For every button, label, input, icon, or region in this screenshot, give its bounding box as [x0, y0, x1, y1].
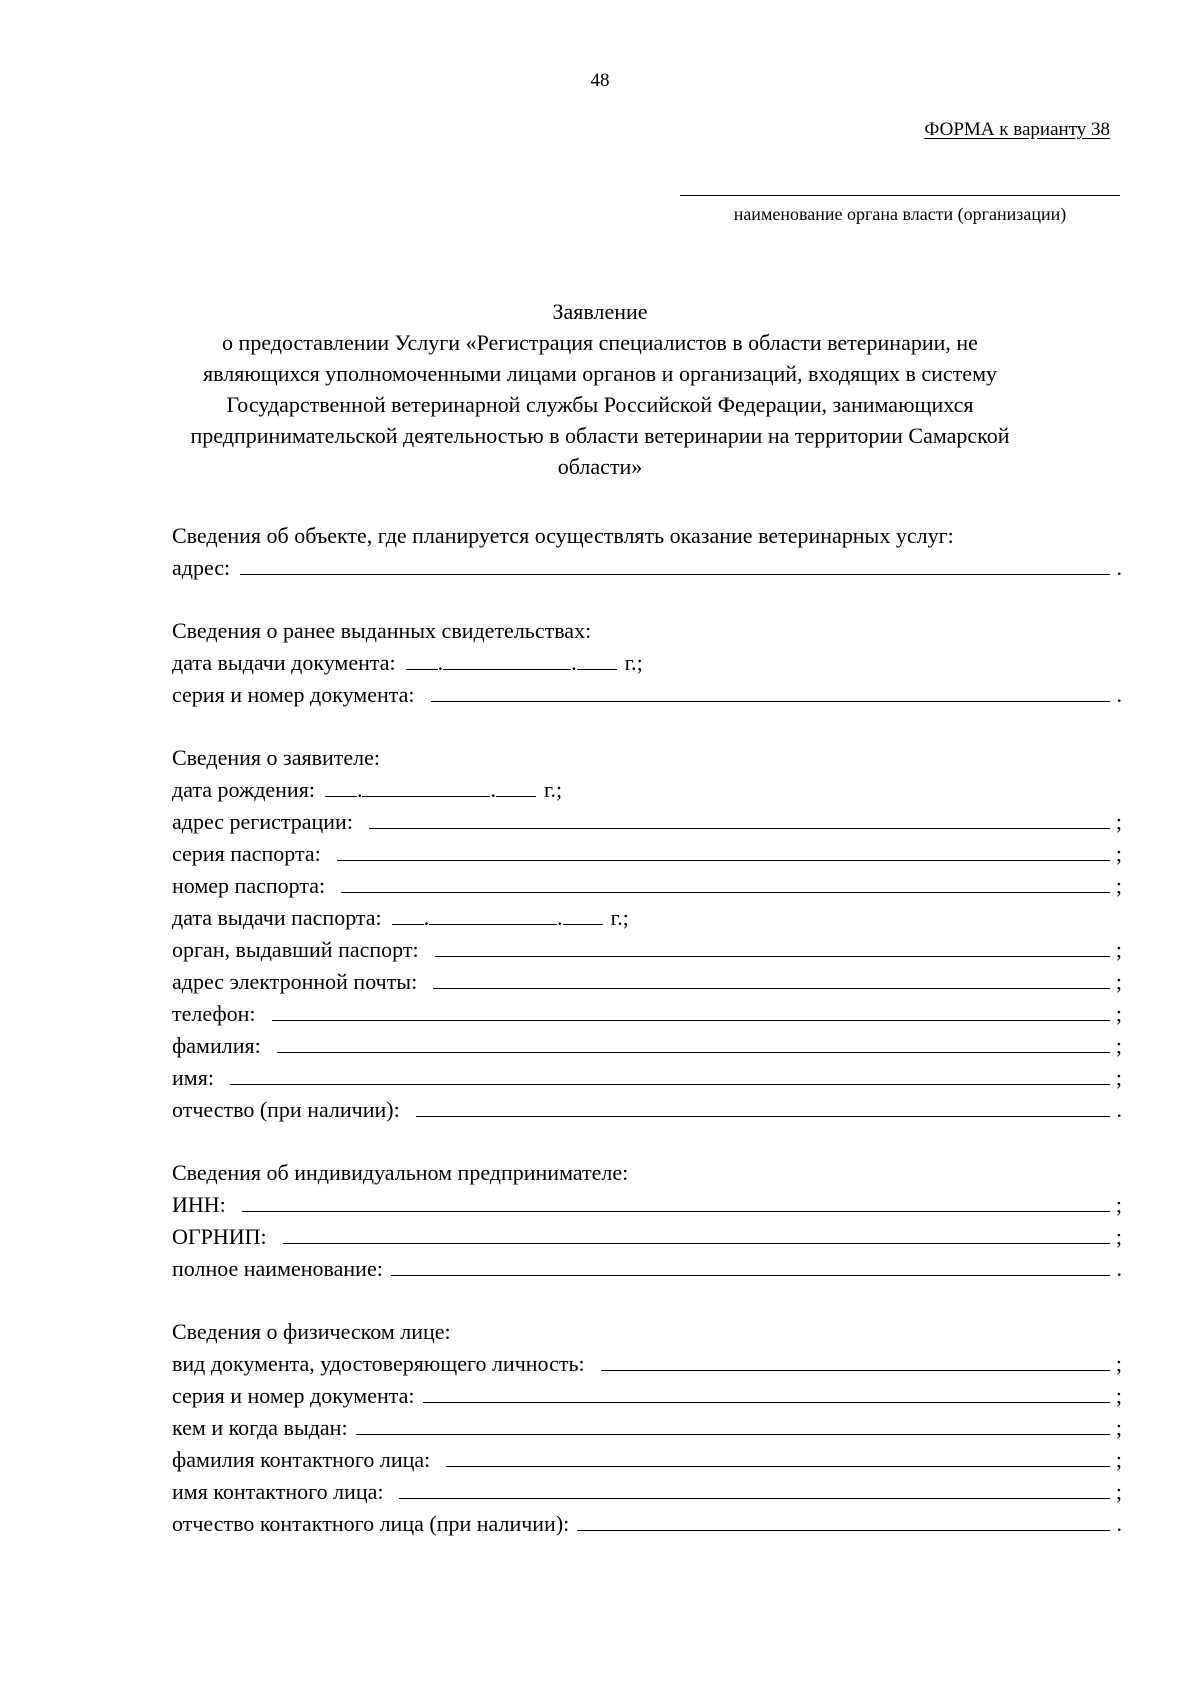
- authority-caption: наименование органа власти (организации): [733, 204, 1067, 224]
- title-line: являющихся уполномоченными лицами органов и организаций, входящих в систему: [203, 361, 997, 386]
- section-heading: Сведения об объекте, где планируется осуществлять оказание ветеринарных услуг:: [172, 523, 954, 548]
- field-patronymic: [172, 1094, 1122, 1126]
- title-line: предпринимательской деятельностью в области ветеринарии на территории Самарской: [190, 423, 1010, 448]
- field-full-name: [172, 1253, 1122, 1285]
- field-label: имя контактного лица:: [172, 1479, 384, 1504]
- field-inn: [172, 1189, 1122, 1221]
- section-heading: Сведения о заявителе:: [172, 745, 381, 770]
- field-label: телефон:: [172, 1001, 256, 1026]
- field-birth-date: дата рождения: . . г.;: [172, 774, 1122, 806]
- field-label: серия и номер документа:: [172, 1383, 415, 1408]
- certificate-series-input[interactable]: [431, 679, 1110, 702]
- field-end: ;: [1115, 937, 1122, 962]
- field-label: серия паспорта:: [172, 841, 321, 866]
- field-contact-name: [172, 1476, 1122, 1508]
- field-label: адрес регистрации:: [172, 809, 353, 834]
- phone-input[interactable]: [272, 998, 1110, 1021]
- year-input[interactable]: [577, 647, 617, 670]
- date-suffix: г.;: [624, 650, 643, 675]
- field-end: ;: [1115, 1001, 1122, 1026]
- object-address-input[interactable]: [240, 552, 1110, 575]
- field-contact-patronymic: [172, 1508, 1122, 1540]
- field-label: отчество контактного лица (при наличии):: [172, 1511, 570, 1536]
- day-input[interactable]: [392, 902, 424, 925]
- field-end: ;: [1115, 1447, 1122, 1472]
- field-certificate-issue-date: дата выдачи документа: . . г.;: [172, 647, 1122, 679]
- field-label: фамилия:: [172, 1033, 261, 1058]
- field-end: ;: [1115, 1415, 1122, 1440]
- identity-doc-type-input[interactable]: [601, 1348, 1110, 1371]
- form-reference: ФОРМА к варианту 38: [924, 119, 1110, 140]
- email-input[interactable]: [433, 966, 1110, 989]
- field-label: дата выдачи паспорта:: [172, 905, 382, 930]
- full-name-input[interactable]: [391, 1253, 1110, 1276]
- day-input[interactable]: [325, 774, 357, 797]
- contact-name-input[interactable]: [399, 1476, 1110, 1499]
- field-ogrnip: [172, 1221, 1122, 1253]
- field-label: ОГРНИП:: [172, 1224, 267, 1249]
- registration-address-input[interactable]: [369, 806, 1110, 829]
- passport-number-input[interactable]: [341, 870, 1110, 893]
- field-end: ;: [1115, 873, 1122, 898]
- field-end: .: [1116, 1511, 1122, 1536]
- section-heading: Сведения о физическом лице:: [172, 1319, 451, 1344]
- field-label: ИНН:: [172, 1192, 226, 1217]
- field-passport-series: [172, 838, 1122, 870]
- field-label: имя:: [172, 1065, 214, 1090]
- field-registration-address: [172, 806, 1122, 838]
- section-heading: Сведения об индивидуальном предпринимателе:: [172, 1160, 629, 1185]
- field-label: полное наименование:: [172, 1256, 383, 1281]
- field-certificate-series: [172, 679, 1122, 711]
- day-input[interactable]: [406, 647, 438, 670]
- field-passport-number: [172, 870, 1122, 902]
- month-input[interactable]: [362, 774, 490, 797]
- field-surname: [172, 1030, 1122, 1062]
- field-end: ;: [1115, 1065, 1122, 1090]
- authority-name-line[interactable]: [680, 195, 1120, 196]
- section-heading: Сведения о ранее выданных свидетельствах:: [172, 618, 592, 643]
- field-label: адрес:: [172, 555, 231, 580]
- field-passport-issuer: [172, 934, 1122, 966]
- document-title: [150, 296, 1050, 482]
- field-end: .: [1116, 1256, 1122, 1281]
- title-line: Государственной ветеринарной службы Российской Федерации, занимающихся: [226, 392, 974, 417]
- field-label: дата рождения:: [172, 777, 315, 802]
- field-name: [172, 1062, 1122, 1094]
- field-end: .: [1116, 555, 1122, 580]
- patronymic-input[interactable]: [416, 1094, 1110, 1117]
- date-suffix: г.;: [543, 777, 563, 802]
- field-end: ;: [1115, 1383, 1122, 1408]
- field-label: фамилия контактного лица:: [172, 1447, 431, 1472]
- field-issued-by: [172, 1412, 1122, 1444]
- field-end: ;: [1115, 1033, 1122, 1058]
- date-suffix: г.;: [610, 905, 629, 930]
- section-object: [172, 520, 1122, 584]
- issued-by-input[interactable]: [356, 1412, 1110, 1435]
- field-label: номер паспорта:: [172, 873, 326, 898]
- field-end: ;: [1115, 1351, 1122, 1376]
- field-label: адрес электронной почты:: [172, 969, 418, 994]
- contact-surname-input[interactable]: [446, 1444, 1110, 1467]
- field-end: .: [1116, 1097, 1122, 1122]
- field-object-address: [172, 552, 1122, 584]
- field-contact-surname: [172, 1444, 1122, 1476]
- field-end: ;: [1115, 969, 1122, 994]
- field-phone: [172, 998, 1122, 1030]
- title-heading: Заявление: [552, 299, 648, 324]
- field-end: ;: [1115, 841, 1122, 866]
- title-line: области»: [557, 454, 643, 479]
- field-label: вид документа, удостоверяющего личность:: [172, 1351, 585, 1376]
- surname-input[interactable]: [277, 1030, 1110, 1053]
- field-end: ;: [1115, 809, 1122, 834]
- field-email: [172, 966, 1122, 998]
- field-end: .: [1116, 682, 1122, 707]
- section-individual: [172, 1316, 1122, 1540]
- page-number: 48: [590, 70, 610, 91]
- field-identity-doc-series: [172, 1380, 1122, 1412]
- year-input[interactable]: [496, 774, 536, 797]
- ogrnip-input[interactable]: [283, 1221, 1110, 1244]
- field-label: дата выдачи документа:: [172, 650, 396, 675]
- name-input[interactable]: [230, 1062, 1110, 1085]
- year-input[interactable]: [563, 902, 603, 925]
- month-input[interactable]: [443, 647, 571, 670]
- field-identity-doc-type: [172, 1348, 1122, 1380]
- section-entrepreneur: [172, 1157, 1122, 1285]
- field-end: ;: [1115, 1224, 1122, 1249]
- inn-input[interactable]: [242, 1189, 1110, 1212]
- section-certificates: [172, 615, 1122, 711]
- contact-patronymic-input[interactable]: [577, 1508, 1110, 1531]
- passport-series-input[interactable]: [337, 838, 1110, 861]
- field-end: ;: [1115, 1479, 1122, 1504]
- application-form: [172, 520, 1122, 1571]
- section-applicant: [172, 742, 1122, 1126]
- field-label: отчество (при наличии):: [172, 1097, 400, 1122]
- field-passport-issue-date: дата выдачи паспорта: . . г.;: [172, 902, 1122, 934]
- field-label: орган, выдавший паспорт:: [172, 937, 419, 962]
- field-label: серия и номер документа:: [172, 682, 415, 707]
- field-end: ;: [1115, 1192, 1122, 1217]
- identity-doc-series-input[interactable]: [423, 1380, 1110, 1403]
- title-line: о предоставлении Услуги «Регистрация специалистов в области ветеринарии, не: [222, 330, 978, 355]
- passport-issuer-input[interactable]: [435, 934, 1110, 957]
- month-input[interactable]: [429, 902, 557, 925]
- field-label: кем и когда выдан:: [172, 1415, 348, 1440]
